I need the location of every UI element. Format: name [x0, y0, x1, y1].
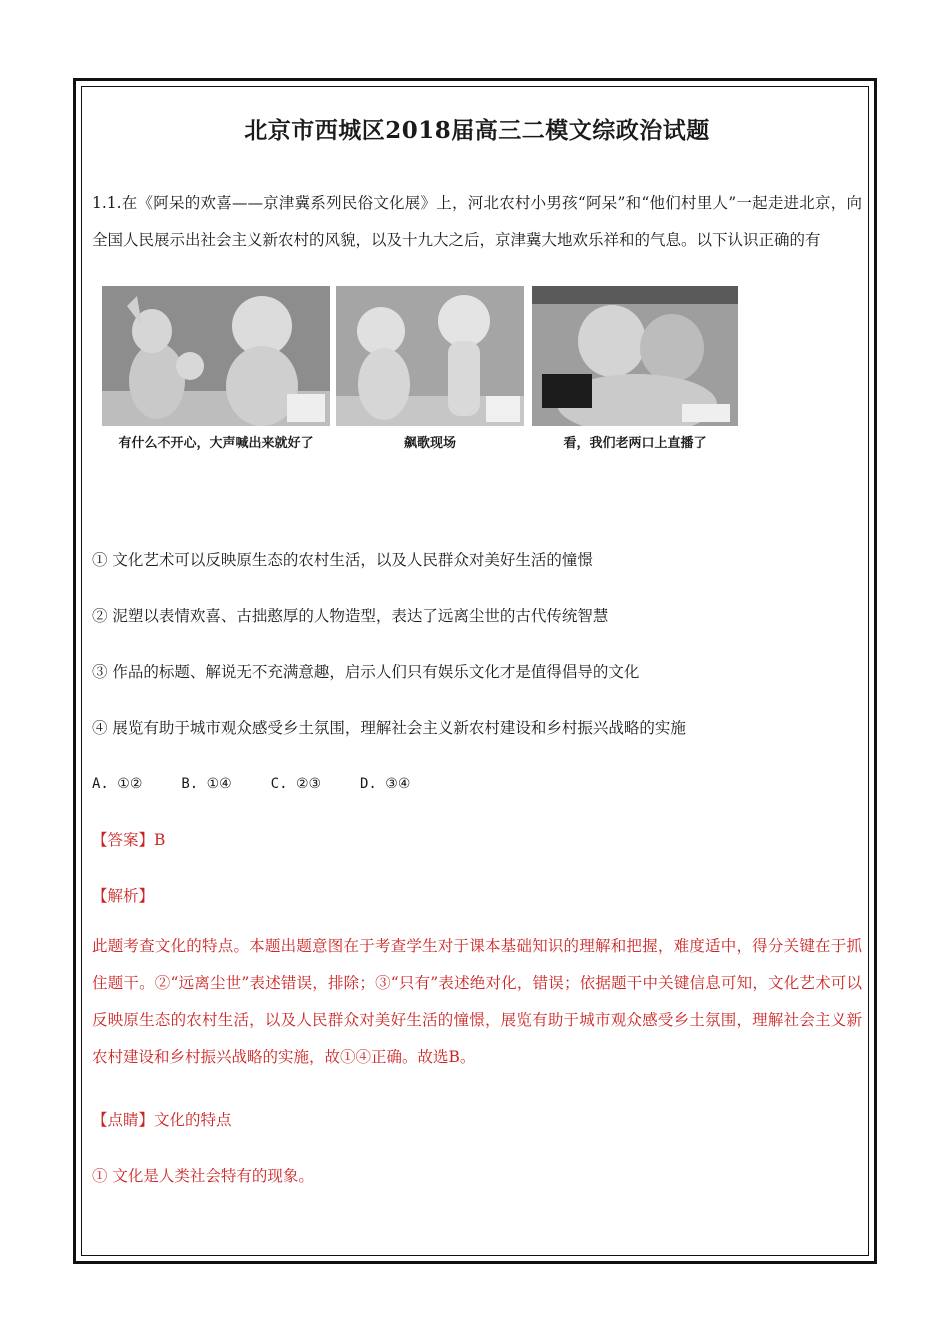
choice-c: C. ②③: [270, 776, 322, 792]
image-caption-3: 看，我们老两口上直播了: [563, 436, 707, 451]
choice-b: B. ①④: [181, 776, 232, 792]
statement-2: ② 泥塑以表情欢喜、古拙憨厚的人物造型，表达了远离尘世的古代传统智慧: [92, 607, 609, 625]
question-images: [92, 286, 862, 456]
statement-4: ④ 展览有助于城市观众感受乡土氛围，理解社会主义新农村建设和乡村振兴战略的实施: [92, 719, 686, 737]
clay-figure-photo-2: [336, 286, 524, 426]
image-caption-2: 飙歌现场: [403, 436, 456, 451]
document-body: [92, 100, 862, 1185]
analysis-text: 此题考查文化的特点。本题出题意图在于考查学生对于课本基础知识的理解和把握，难度适中，得分关键在于抓住题干。②“远离尘世”表述错误，排除；③“只有”表述绝对化，错误；依据题干中关键信息可知，文化艺术可以反映原生态的农村生活，以及人民群众对美好生活的憧憬，展览有助于城市观众感受乡土氛围，理解社会主义新农村建设和乡村振兴战略的实施，故①④正确。故选B。: [92, 937, 862, 1066]
document-title: 北京市西城区2018届高三二模文综政治试题: [244, 117, 710, 144]
answer-line: 【答案】B: [92, 831, 166, 849]
analysis-label: 【解析】: [92, 887, 155, 905]
tip-label: 【点睛】文化的特点: [92, 1111, 232, 1129]
statement-3: ③ 作品的标题、解说无不充满意趣，启示人们只有娱乐文化才是值得倡导的文化: [92, 663, 640, 681]
choice-d: D. ③④: [359, 776, 411, 792]
image-caption-1: 有什么不开心，大声喊出来就好了: [118, 436, 314, 451]
statement-1: ① 文化艺术可以反映原生态的农村生活，以及人民群众对美好生活的憧憬: [92, 551, 593, 569]
clay-figure-photo-3: [532, 286, 738, 426]
tip-line: ① 文化是人类社会特有的现象。: [92, 1167, 314, 1185]
choice-a: A. ①②: [92, 776, 143, 792]
clay-figure-photo-1: [102, 286, 330, 426]
question-stem: 1.1.在《阿呆的欢喜——京津冀系列民俗文化展》上，河北农村小男孩“阿呆”和“他们村里人”一起走进北京，向全国人民展示出社会主义新农村的风貌，以及十九大之后，京津冀大地欢乐祥和的气息。以下认识正确的有: [92, 194, 862, 249]
answer-choices: [92, 774, 444, 792]
